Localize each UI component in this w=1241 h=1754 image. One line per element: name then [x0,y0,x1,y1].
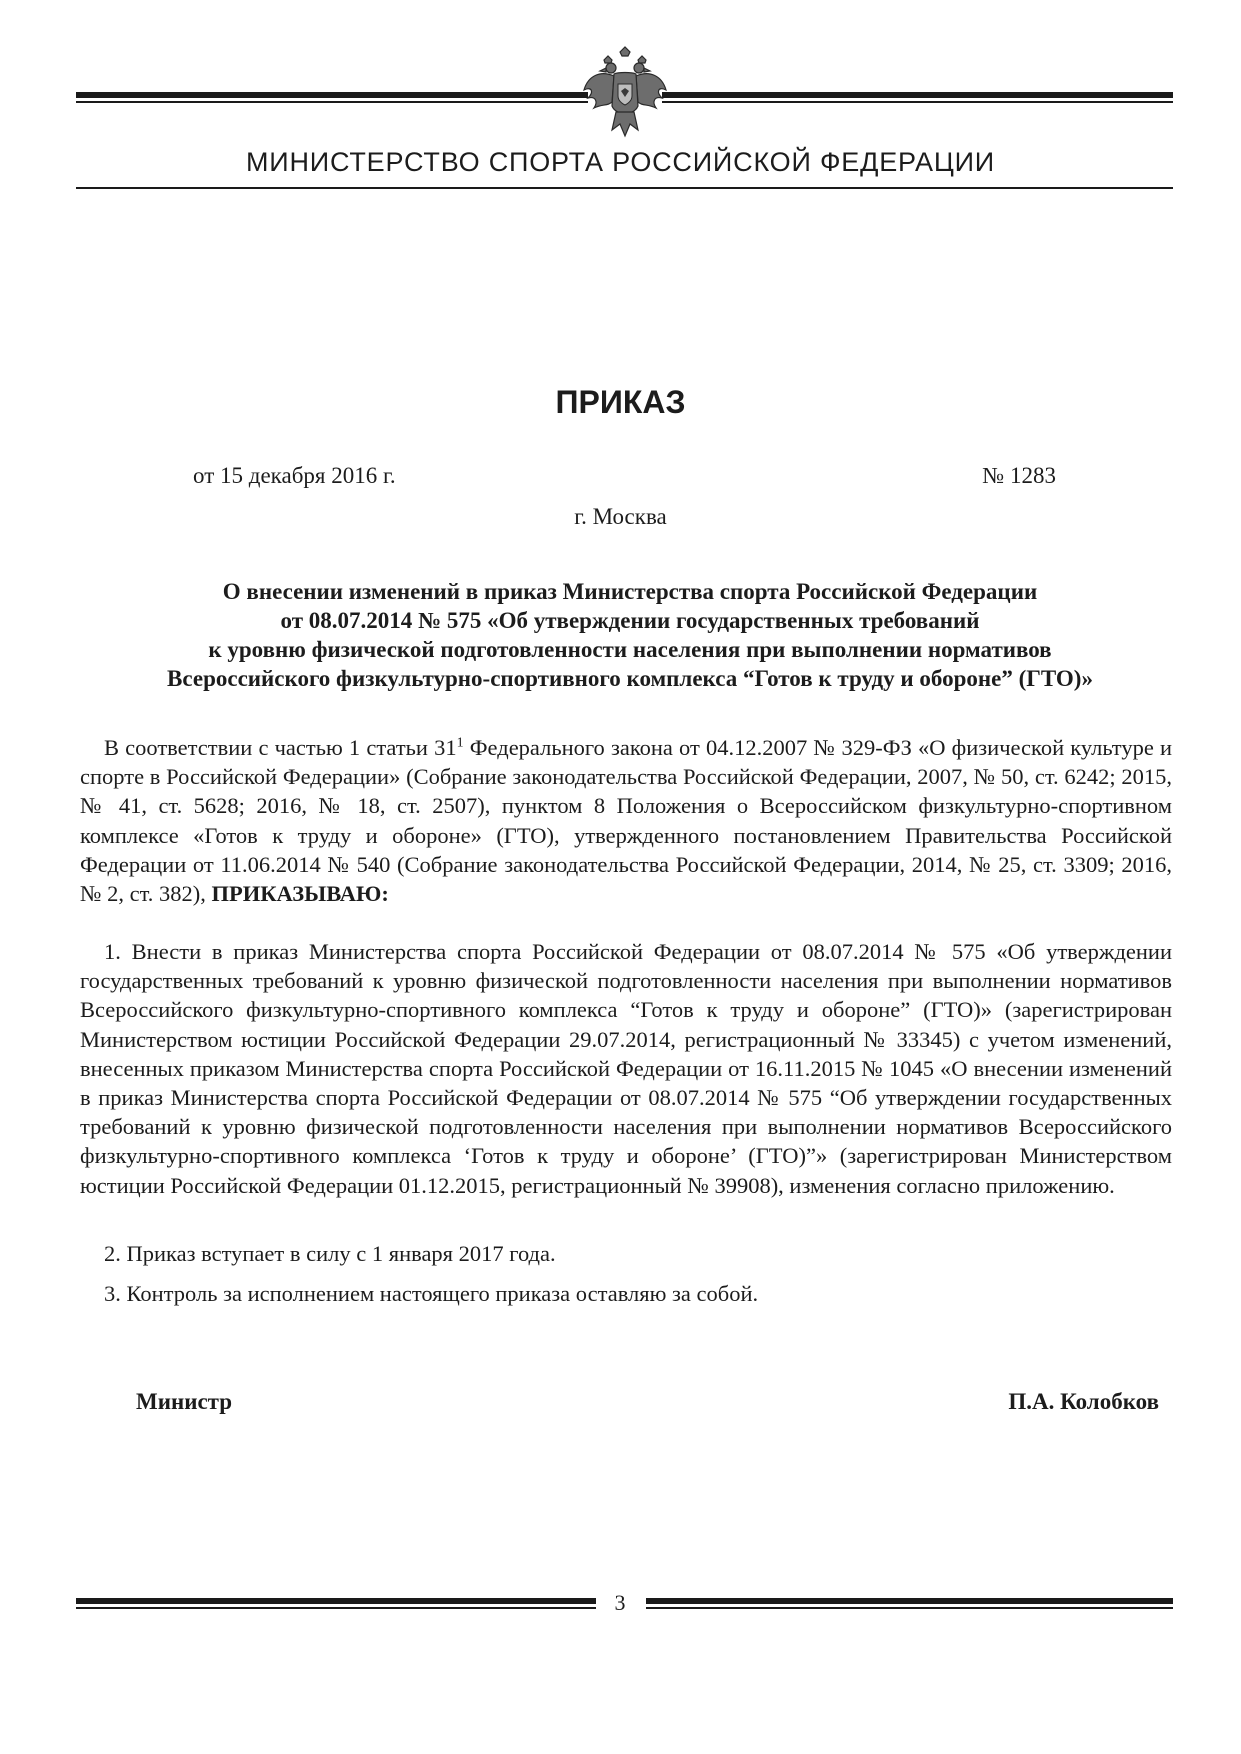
order-item-text: 1. Внести в приказ Министерства спорта Российской Федерации от 08.07.2014 № 575 «Об утверждении государственных требований к уровню физической подготовленности населения при выполнении нормативов Всероссийского физкультурно-спортивного комплекса “Готов к труду и обороне” (ГТО)» (зарегистрирован Министерством юстиции Российской Федерации 29.07.2014, регистрационный № 33345) с учетом изменений, внесенных приказом Министерства спорта Российской Федерации от 16.11.2015 № 1045 «О внесении изменений в приказ Министерства спорта Российской Федерации от 08.07.2014 № 575 “Об утверждении государственных требований к уровню физической подготовленности населения при выполнении нормативов Всероссийского физкультурно-спортивного комплекса ‘Готов к труду и обороне’ (ГТО)”» (зарегистрирован Министерством юстиции Российской Федерации 01.12.2015, регистрационный № 39908), изменения согласно приложению. [80,939,1172,1198]
header-rule-right-thin [662,101,1173,103]
order-city: г. Москва [574,504,667,529]
order-item-text: 2. Приказ вступает в силу с 1 января 2017 года. [104,1241,556,1266]
preamble-part1: В соответствии с частью 1 статьи 31 [104,735,457,760]
order-word: ПРИКАЗЫВАЮ: [211,881,389,907]
preamble-part2: Федерального закона от 04.12.2007 № 329-ФЗ «О физической культуре и спорте в Российской Федерации» (Собрание законодательства Российской Федерации, 2007, № 50, ст. 6242; 2015, № 41, ст. 5628; 2016, № 18, ст. 2507), пунктом 8 Положения о Всероссийском физкультурно-спортивном комплексе «Готов к труду и обороне» (ГТО), утвержденного постановлением Правительства Российской Федерации от 11.06.2014 № 540 (Собрание законодательства Российской Федерации, 2014, № 25, ст. 3309; 2016, № 2, ст. 382), [80,735,1172,907]
order-item-2 [80,1239,1172,1268]
order-item-3 [80,1279,1172,1308]
footer-rule-right-thick [646,1598,1173,1604]
article-superscript: 1 [456,735,464,751]
header-rule-left-thick [76,92,588,98]
ministry-name: МИНИСТЕРСТВО СПОРТА РОССИЙСКОЙ ФЕДЕРАЦИИ [245,147,995,177]
order-item-1 [80,937,1172,1200]
order-number: № 1283 [982,463,1056,488]
preamble-paragraph [80,733,1172,908]
footer-rule-left-thin [76,1607,596,1609]
order-date: от 15 декабря 2016 г. [193,463,396,488]
subject-line: О внесении изменений в приказ Министерства спорта Российской Федерации [222,579,1038,604]
order-subject [80,577,1180,693]
header-rule-left-thin [76,101,588,103]
subject-line: к уровню физической подготовленности населения при выполнении нормативов [208,637,1052,662]
subject-line: от 08.07.2014 № 575 «Об утверждении государственных требований [280,608,980,633]
signatory-name: П.А. Колобков [1008,1389,1159,1414]
signatory-position: Министр [136,1389,233,1414]
subject-line: Всероссийского физкультурно-спортивного комплекса “Готов к труду и обороне” (ГТО)» [167,666,1093,691]
header-rule-right-thick [662,92,1173,98]
document-title: ПРИКАЗ [555,384,686,420]
page-number: 3 [614,1590,626,1615]
header-bottom-rule [76,187,1173,189]
order-item-text: 3. Контроль за исполнением настоящего приказа оставляю за собой. [104,1281,759,1306]
double-headed-eagle-emblem [582,46,668,138]
footer-rule-left-thick [76,1598,596,1604]
footer-rule-right-thin [646,1607,1173,1609]
